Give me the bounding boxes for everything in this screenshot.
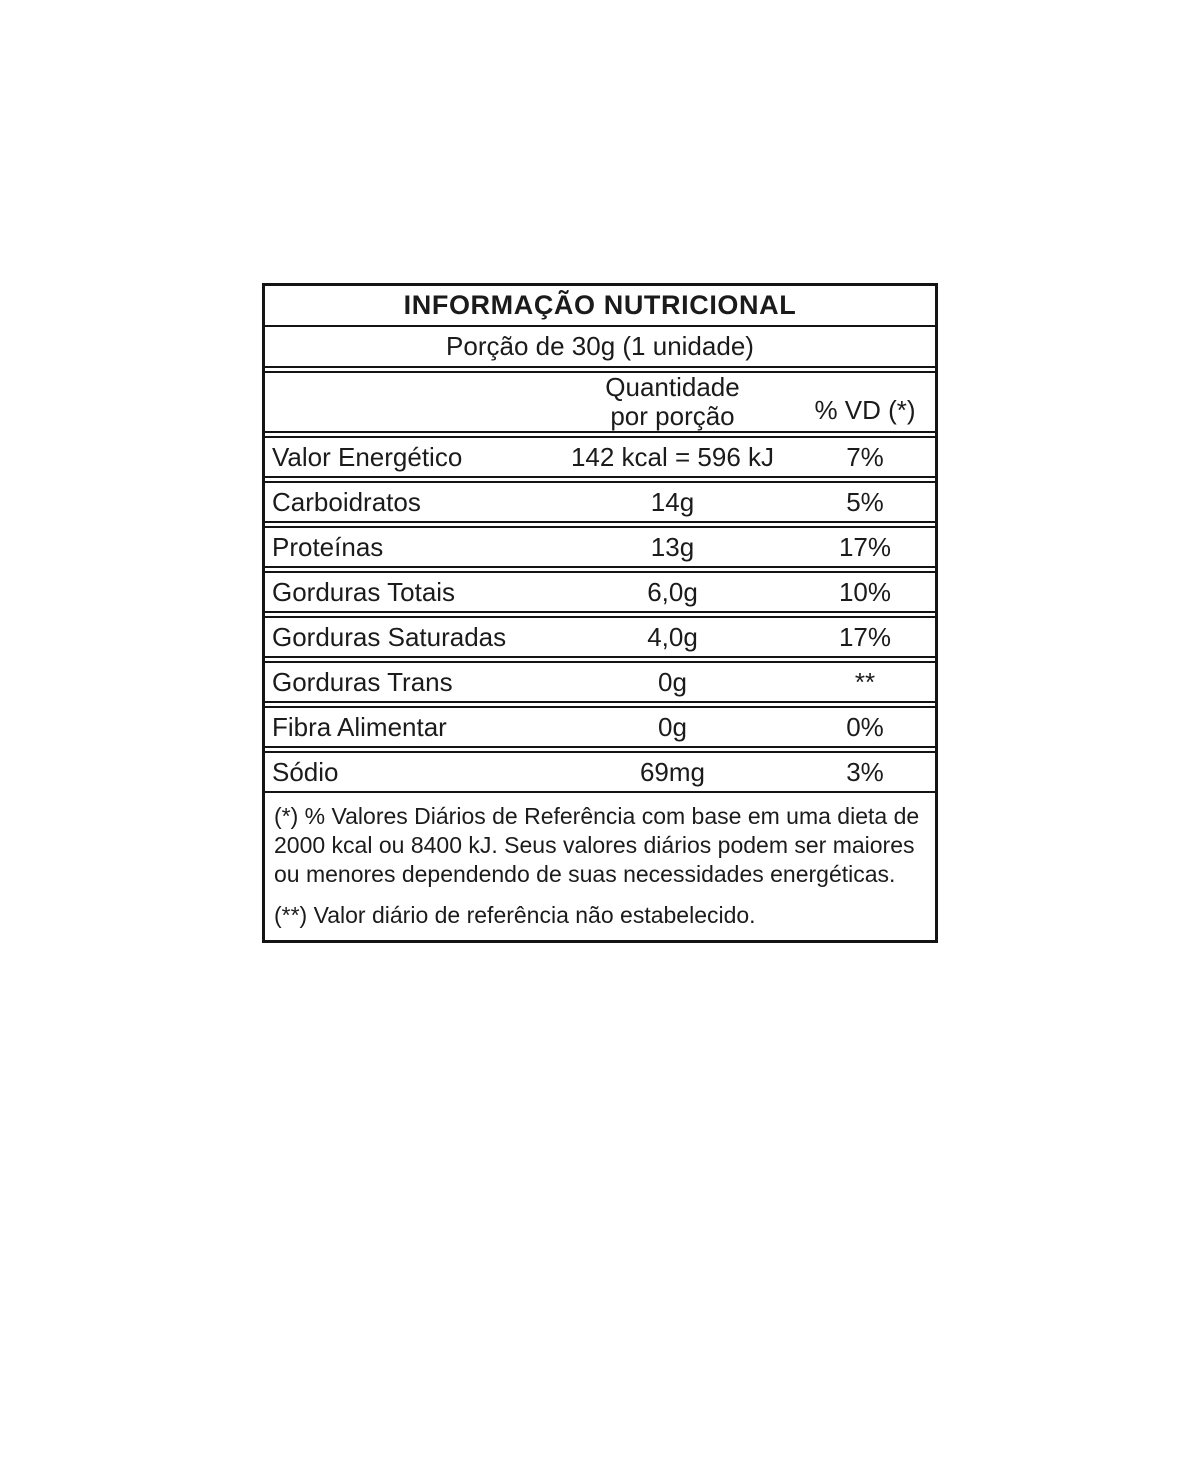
table-row-fiber [265, 706, 935, 748]
nutrient-label: Gorduras Trans [272, 666, 453, 697]
footnote-not-established: (**) Valor diário de referência não estabelecido. [274, 901, 756, 928]
nutrient-label: Carboidratos [272, 486, 421, 517]
quantity-value: 13g [650, 531, 695, 562]
footnote-daily-values: (*) % Valores Diários de Referência com base em uma dieta de 2000 kcal ou 8400 kJ. Seus valores diários podem ser maiores ou menores dependendo de suas necessidades energéticas. [274, 803, 920, 887]
daily-value: 5% [846, 486, 884, 517]
daily-value: 10% [838, 576, 892, 607]
column-header-quantity [550, 373, 795, 431]
nutrient-label: Gorduras Saturadas [272, 621, 507, 652]
table-row-sodium [265, 751, 935, 793]
nutrient-label: Gorduras Totais [272, 576, 456, 607]
table-row-trans-fat [265, 661, 935, 703]
daily-value: 17% [838, 621, 892, 652]
nutrient-label: Fibra Alimentar [272, 711, 447, 742]
column-header-quantity-line1: Quantidade [605, 371, 740, 402]
quantity-value: 4,0g [647, 621, 698, 652]
serving-size: Porção de 30g (1 unidade) [265, 327, 935, 368]
daily-value: 17% [838, 531, 892, 562]
column-header-quantity-line2: por porção [610, 401, 735, 431]
quantity-value: 69mg [639, 756, 706, 787]
quantity-value: 0g [658, 666, 687, 697]
column-header-row [265, 371, 935, 433]
column-header-daily-value: % VD (*) [814, 395, 916, 425]
daily-value: 7% [846, 441, 884, 472]
table-row-protein [265, 526, 935, 568]
table-row-carbs [265, 481, 935, 523]
table-row-saturated-fat [265, 616, 935, 658]
nutrition-facts-table [262, 283, 938, 943]
table-title: INFORMAÇÃO NUTRICIONAL [265, 286, 935, 327]
footnotes-section [265, 793, 935, 940]
daily-value: 0% [846, 711, 884, 742]
daily-value: ** [854, 666, 876, 697]
quantity-value: 142 kcal = 596 kJ [570, 441, 775, 472]
daily-value: 3% [846, 756, 884, 787]
quantity-value: 14g [650, 486, 695, 517]
table-row-energy [265, 436, 935, 478]
quantity-value: 0g [658, 711, 687, 742]
table-row-total-fat [265, 571, 935, 613]
quantity-value: 6,0g [647, 576, 698, 607]
nutrient-label: Proteínas [272, 531, 384, 562]
nutrient-label: Sódio [272, 756, 339, 787]
nutrient-label: Valor Energético [272, 441, 463, 472]
